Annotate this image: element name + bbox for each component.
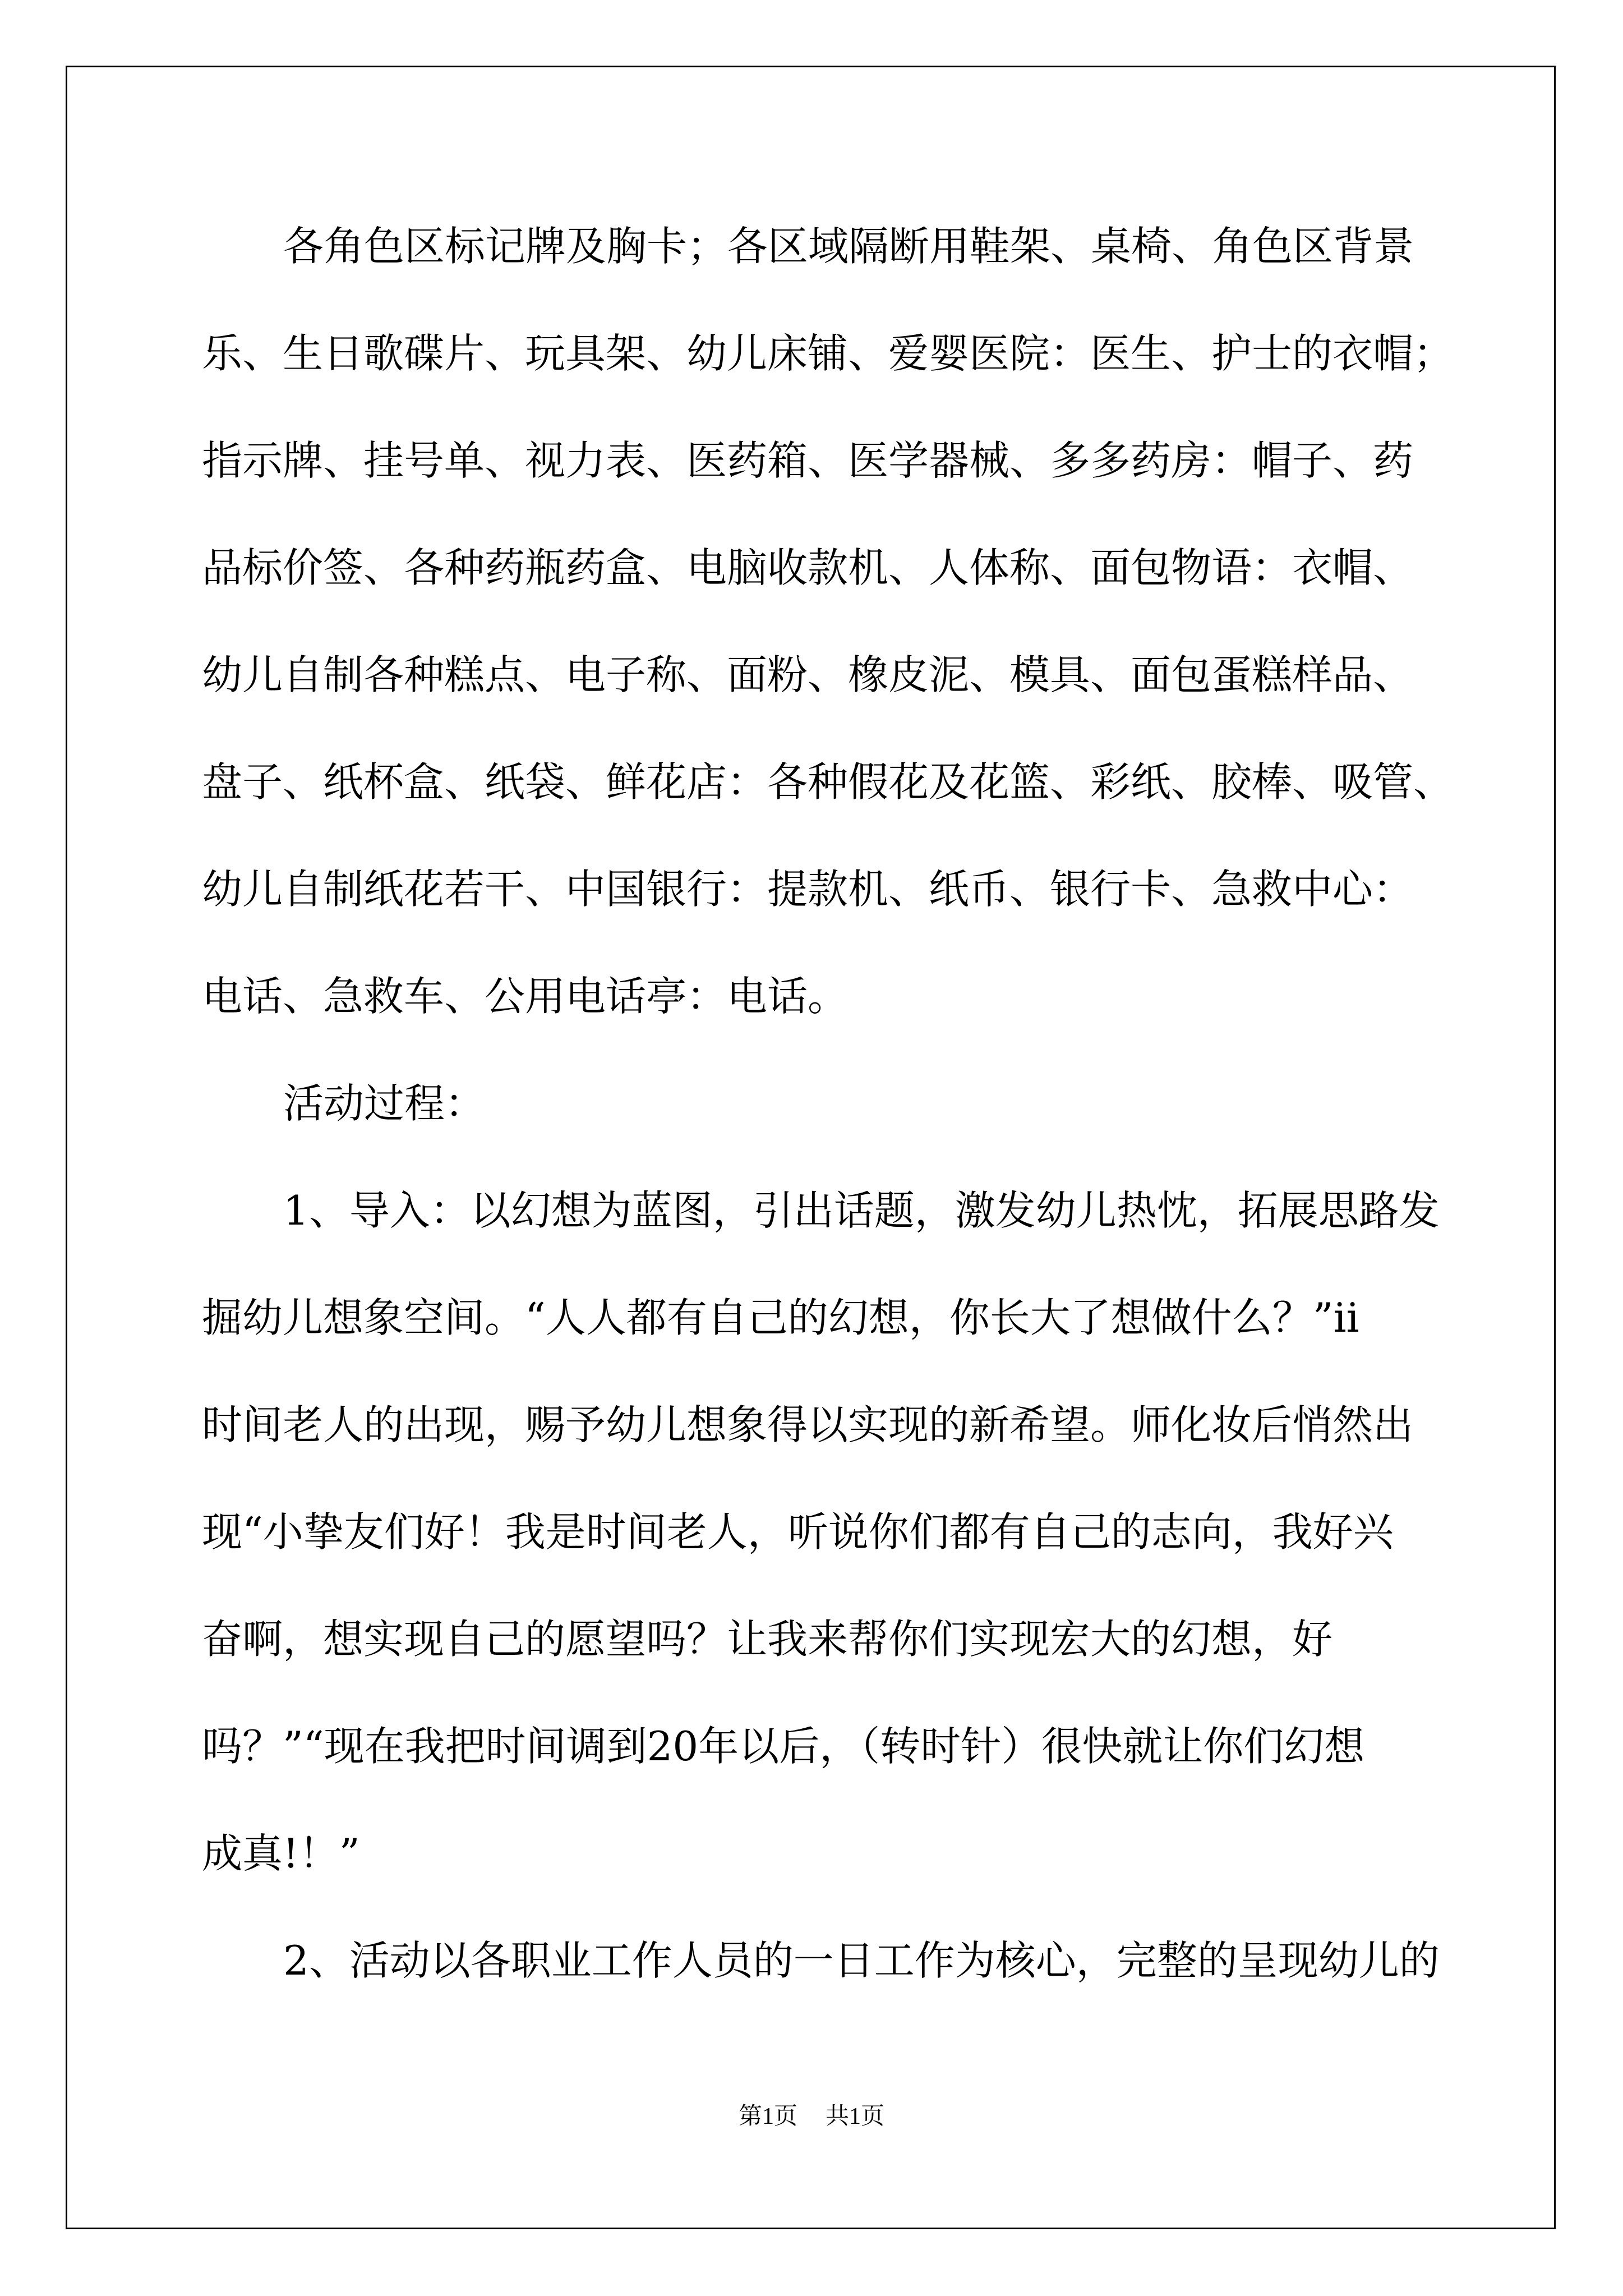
page-number: 第1页 — [738, 2104, 797, 2129]
text-line: 成真!！” — [202, 1830, 360, 1877]
text-line: 指示牌、挂号单、视力表、医药箱、医学器械、多多药房：帽子、药 — [202, 437, 1414, 484]
text-line: 2、活动以各职业工作人员的一日工作为核心，完整的呈现幼儿的 — [283, 1937, 1440, 1984]
text-line: 乐、生日歌碟片、玩具架、幼儿床铺、爱婴医院：医生、护士的衣帽； — [202, 330, 1454, 377]
text-line: 各角色区标记牌及胸卡；各区域隔断用鞋架、桌椅、角色区背景 — [283, 223, 1414, 270]
text-line: 幼儿自制纸花若干、中国银行：提款机、纸币、银行卡、急救中心： — [202, 866, 1414, 913]
text-line: 电话、急救车、公用电话亭：电话。 — [202, 973, 849, 1020]
text-line: 幼儿自制各种糕点、电子称、面粉、橡皮泥、模具、面包蛋糕样品、 — [202, 651, 1414, 698]
text-line: 吗？”“现在我把时间调到20年以后，（转时针）很快就让你们幻想 — [202, 1723, 1365, 1770]
section-heading: 活动过程： — [283, 1080, 486, 1127]
page-total: 共1页 — [826, 2104, 885, 2129]
text-line: 掘幼儿想象空间。“人人都有自己的幻想，你长大了想做什么？”ii — [202, 1294, 1359, 1341]
text-line: 盘子、纸杯盒、纸袋、鲜花店：各种假花及花篮、彩纸、胶棒、吸管、 — [202, 758, 1454, 806]
text-line: 奋啊，想实现自己的愿望吗？让我来帮你们实现宏大的幻想，好 — [202, 1616, 1333, 1663]
text-line: 时间老人的出现，赐予幼儿想象得以实现的新希望。师化妆后悄然出 — [202, 1401, 1414, 1448]
text-line: 1、导入：以幻想为蓝图，引出话题，激发幼儿热忱，拓展思路发 — [283, 1187, 1440, 1234]
text-line: 品标价签、各种药瓶药盒、电脑收款机、人体称、面包物语：衣帽、 — [202, 544, 1414, 591]
page-footer — [0, 2105, 1623, 2128]
text-line: 现“小挚友们好！我是时间老人，听说你们都有自己的志向，我好兴 — [202, 1508, 1394, 1556]
page-border — [66, 66, 1556, 2229]
